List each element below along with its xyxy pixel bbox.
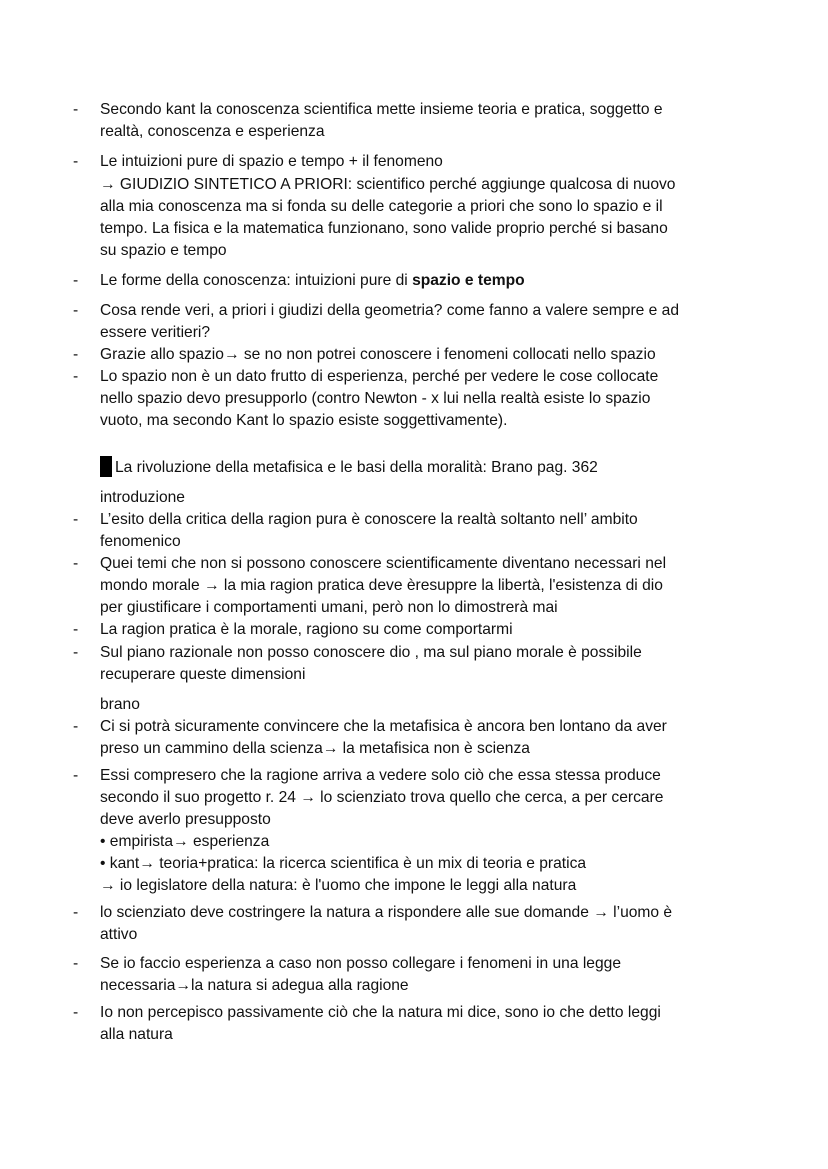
bullet-dash: - (73, 511, 79, 528)
list-item-line: alla mia conoscenza ma si fonda su delle categorie a priori che sono lo spazio e il (100, 198, 663, 215)
bullet-dash: - (73, 1004, 79, 1021)
list-item-line: su spazio e tempo (100, 242, 227, 259)
list-item-line: Lo spazio non è un dato frutto di esperienza, perché per vedere le cose collocate (100, 368, 659, 385)
intro-label: introduzione (100, 489, 185, 506)
list-item-line: secondo il suo progetto r. 24 → lo scienziato trova quello che cerca, a per cercare (100, 789, 664, 806)
brano-label: brano (100, 696, 140, 713)
list-item-line: attivo (100, 926, 138, 943)
list-item-line: vuoto, ma secondo Kant lo spazio esiste soggettivamente). (100, 412, 508, 429)
bullet-dash: - (73, 272, 79, 289)
bullet-dash: - (73, 904, 79, 921)
list-item-line: lo scienziato deve costringere la natura a rispondere alle sue domande → l’uomo è (100, 904, 673, 921)
item-text: Le forme della conoscenza: intuizioni pure di (100, 272, 413, 289)
bullet-dash: - (73, 718, 79, 735)
list-item-line: necessaria→la natura si adegua alla ragione (100, 977, 409, 994)
section-heading (100, 456, 598, 478)
heading-marker (100, 456, 112, 477)
bullet-dash: - (73, 644, 79, 661)
list-item-line: per giustificare i comportamenti umani, però non lo dimostrerà mai (100, 599, 558, 616)
list-item-line: Se io faccio esperienza a caso non posso collegare i fenomeni in una legge (100, 955, 621, 972)
list-item-line: • kant→ teoria+pratica: la ricerca scientifica è un mix di teoria e pratica (100, 855, 587, 872)
item-bold-text: spazio e tempo (412, 272, 525, 289)
list-item-line: mondo morale → la mia ragion pratica deve èresuppre la libertà, l'esistenza di dio (100, 577, 663, 594)
list-item-line: L’esito della critica della ragion pura è conoscere la realtà soltanto nell’ ambito (100, 511, 638, 528)
bullet-dash: - (73, 955, 79, 972)
list-item-line: Essi compresero che la ragione arriva a vedere solo ciò che essa stessa produce (100, 767, 661, 784)
heading-text: La rivoluzione della metafisica e le basi della moralità: Brano pag. 362 (115, 459, 598, 476)
list-item-line: Sul piano razionale non posso conoscere dio , ma sul piano morale è possibile (100, 644, 642, 661)
bullet-dash: - (73, 555, 79, 572)
list-item-line: Cosa rende veri, a priori i giudizi della geometria? come fanno a valere sempre e ad (100, 302, 680, 319)
list-item-line: → io legislatore della natura: è l'uomo che impone le leggi alla natura (100, 877, 577, 894)
bullet-dash: - (73, 621, 79, 638)
list-item-line: essere veritieri? (100, 324, 211, 341)
list-item-line: Quei temi che non si possono conoscere scientificamente diventano necessari nel (100, 555, 667, 572)
bullet-dash: - (73, 346, 79, 363)
list-item-line: deve averlo presupposto (100, 811, 271, 828)
list-item-line: fenomenico (100, 533, 181, 550)
list-item-line (100, 270, 525, 292)
list-item-line: realtà, conoscenza e esperienza (100, 123, 325, 140)
list-item-line: Io non percepisco passivamente ciò che la natura mi dice, sono io che detto leggi (100, 1004, 661, 1021)
list-item-line: preso un cammino della scienza→ la metafisica non è scienza (100, 740, 530, 757)
list-item-line: • empirista→ esperienza (100, 833, 270, 850)
bullet-dash: - (73, 153, 79, 170)
list-item-line: alla natura (100, 1026, 173, 1043)
bullet-dash: - (73, 767, 79, 784)
list-item-line: Grazie allo spazio→ se no non potrei conoscere i fenomeni collocati nello spazio (100, 346, 656, 363)
list-item-line: recuperare queste dimensioni (100, 666, 306, 683)
list-item-line: Ci si potrà sicuramente convincere che la metafisica è ancora ben lontano da aver (100, 718, 667, 735)
list-item-line: nello spazio devo presupporlo (contro Newton - x lui nella realtà esiste lo spazio (100, 390, 651, 407)
list-item-line: Secondo kant la conoscenza scientifica mette insieme teoria e pratica, soggetto e (100, 101, 663, 118)
list-item-line: → GIUDIZIO SINTETICO A PRIORI: scientifico perché aggiunge qualcosa di nuovo (100, 176, 676, 193)
bullet-dash: - (73, 101, 79, 118)
list-item-line: La ragion pratica è la morale, ragiono su come comportarmi (100, 621, 513, 638)
list-item-line: Le intuizioni pure di spazio e tempo + il fenomeno (100, 153, 443, 170)
bullet-dash: - (73, 368, 79, 385)
list-item-line: tempo. La fisica e la matematica funzionano, sono valide proprio perché si basano (100, 220, 668, 237)
bullet-dash: - (73, 302, 79, 319)
